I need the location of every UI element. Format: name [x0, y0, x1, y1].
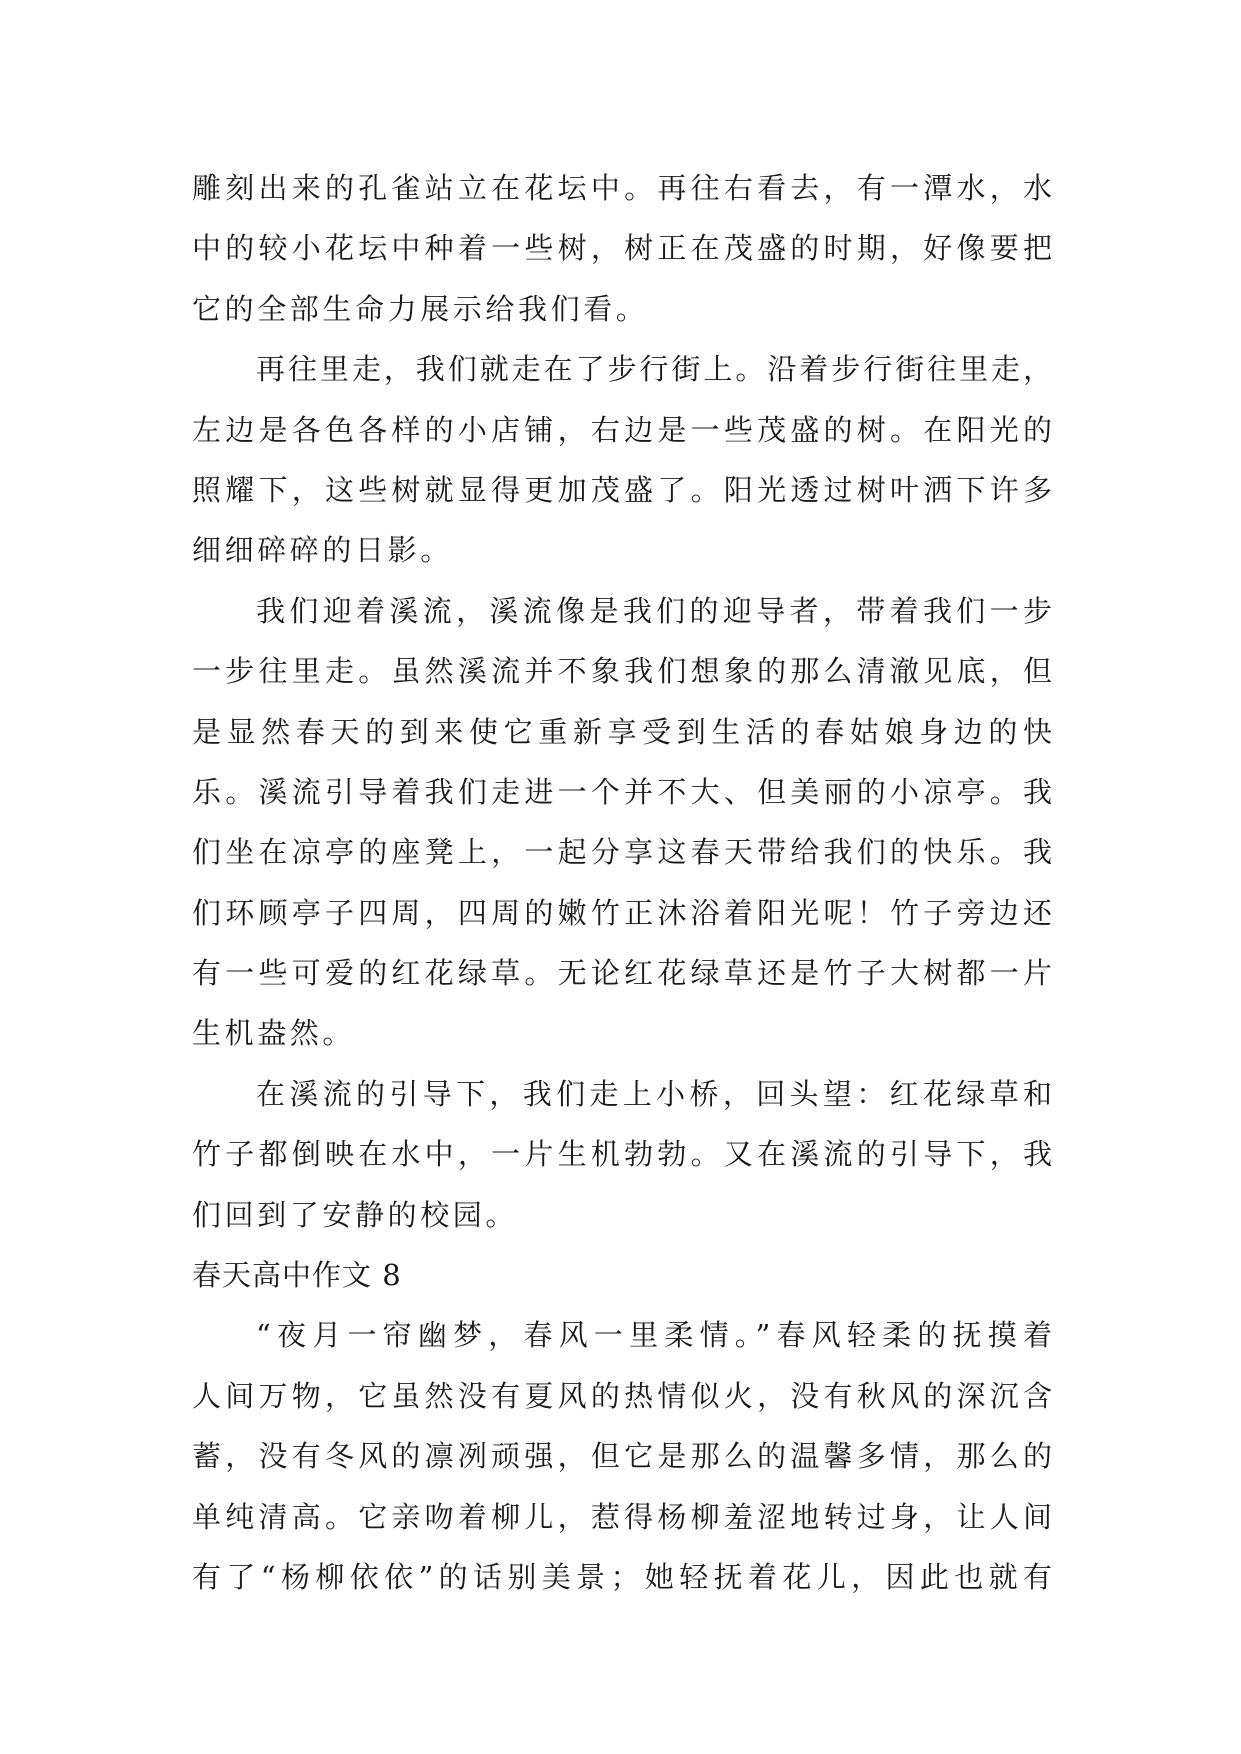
text-line: 们环顾亭子四周，四周的嫩竹正沐浴着阳光呢！竹子旁边还 [192, 895, 1052, 930]
text-line: 有了“杨柳依依”的话别美景；她轻抚着花儿，因此也就有 [192, 1559, 1052, 1594]
text-line: 左边是各色各样的小店铺，右边是一些茂盛的树。在阳光的 [192, 412, 1052, 447]
text-line: 照耀下，这些树就显得更加茂盛了。阳光透过树叶洒下许多 [192, 472, 1052, 507]
text-line: 生机盎然。 [192, 1016, 356, 1051]
text-line: 一步往里走。虽然溪流并不象我们想象的那么清澈见底，但 [192, 654, 1052, 689]
text-line: 单纯清高。它亲吻着柳儿，惹得杨柳羞涩地转过身，让人间 [192, 1499, 1052, 1534]
text-line: 乐。溪流引导着我们走进一个并不大、但美丽的小凉亭。我 [192, 774, 1052, 809]
text-line: 是显然春天的到来使它重新享受到生活的春姑娘身边的快 [192, 714, 1052, 749]
text-line: 中的较小花坛中种着一些树，树正在茂盛的时期，好像要把 [192, 231, 1052, 266]
text-line: 竹子都倒映在水中，一片生机勃勃。又在溪流的引导下，我 [192, 1137, 1052, 1172]
text-line: 在溪流的引导下，我们走上小桥，回头望：红花绿草和 [256, 1076, 1052, 1111]
text-line: 人间万物，它虽然没有夏风的热情似火，没有秋风的深沉含 [192, 1378, 1052, 1413]
document-page [192, 158, 1052, 1607]
text-line: 再往里走，我们就走在了步行街上。沿着步行街往里走， [256, 352, 1052, 387]
text-line: 们回到了安静的校园。 [192, 1197, 519, 1232]
text-line: “夜月一帘幽梦，春风一里柔情。”春风轻柔的抚摸着 [256, 1318, 1052, 1353]
text-line: 细细碎碎的日影。 [192, 533, 453, 568]
text-line: 雕刻出来的孔雀站立在花坛中。再往右看去，有一潭水，水 [192, 171, 1052, 205]
text-line: 有一些可爱的红花绿草。无论红花绿草还是竹子大树都一片 [192, 956, 1052, 991]
text-line: 们坐在凉亭的座凳上，一起分享这春天带给我们的快乐。我 [192, 835, 1052, 870]
text-line: 蓄，没有冬风的凛冽顽强，但它是那么的温馨多情，那么的 [192, 1439, 1052, 1474]
text-line: 我们迎着溪流，溪流像是我们的迎导者，带着我们一步 [256, 593, 1052, 628]
text-line: 它的全部生命力展示给我们看。 [192, 291, 649, 326]
section-heading: 春天高中作文 8 [192, 1258, 402, 1293]
